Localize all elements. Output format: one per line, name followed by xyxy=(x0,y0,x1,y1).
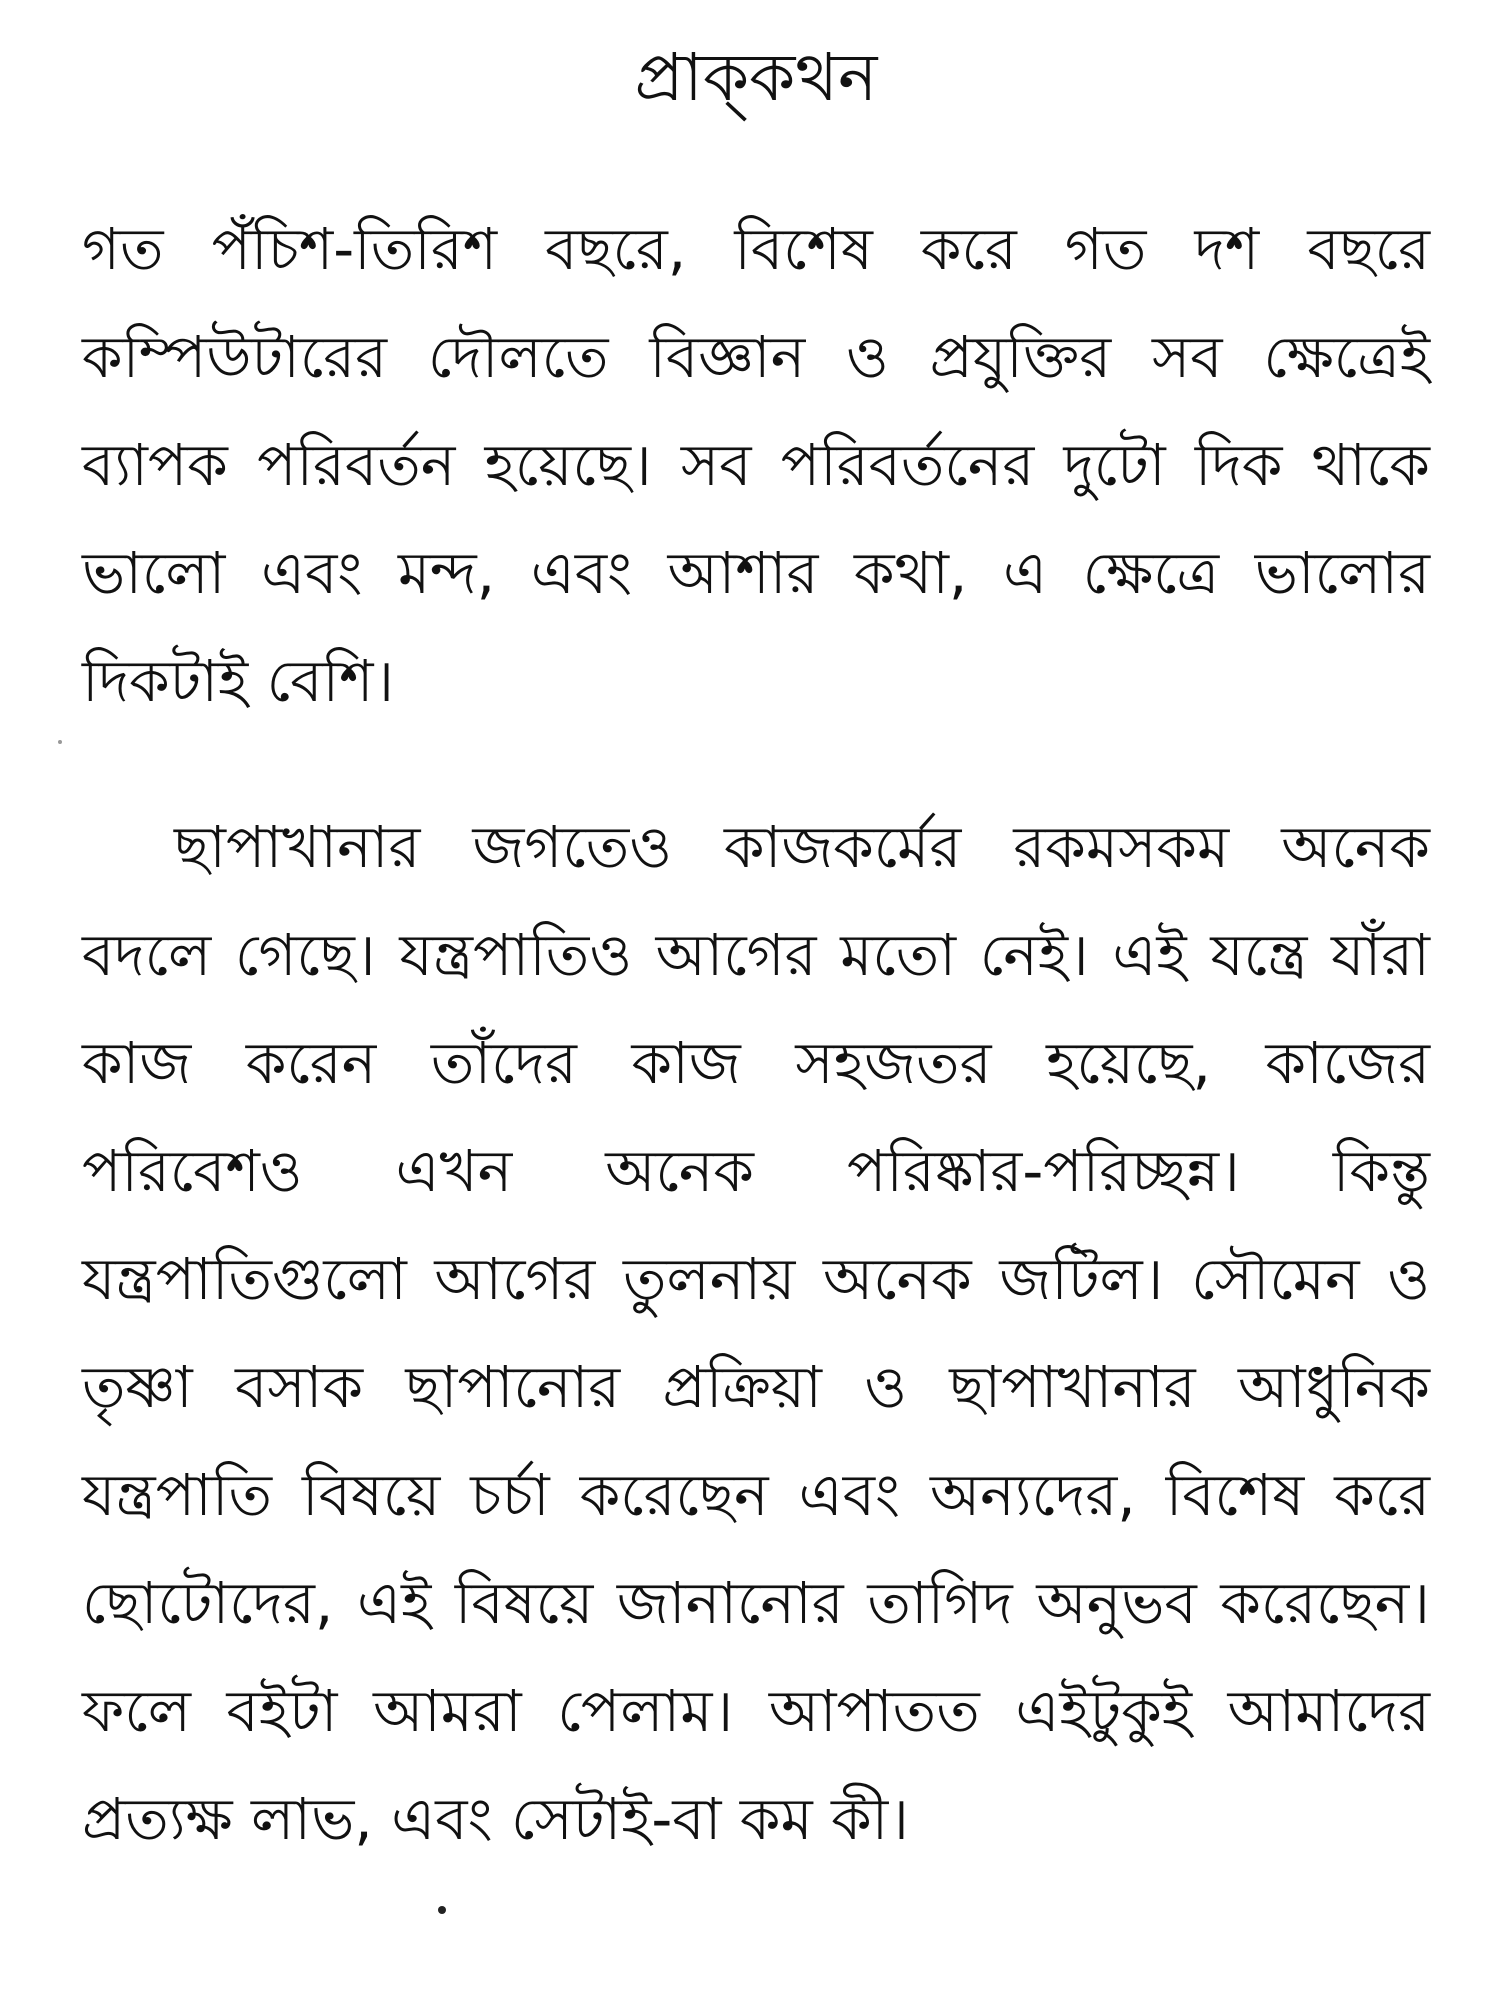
print-speck xyxy=(58,740,62,744)
paragraph-2: ছাপাখানার জগতেও কাজকর্মের রকমসকম অনেক বদলে গেছে। যন্ত্রপাতিও আগের মতো নেই। এই যন্ত্রে যাঁরা কাজ করেন তাঁদের কাজ সহজতর হয়েছে, কাজের পরিবেশও এখন অনেক পরিষ্কার-পরিচ্ছন্ন। কিন্তু যন্ত্রপাতিগুলো আগের তুলনায় অনেক জটিল। সৌমেন ও তৃষ্ণা বসাক ছাপানোর প্রক্রিয়া ও ছাপাখানার আধুনিক যন্ত্রপাতি বিষয়ে চর্চা করেছেন এবং অন্যদের, বিশেষ করে ছোটোদের, এই বিষয়ে জানানোর তাগিদ অনুভব করেছেন। ফলে বইটা আমরা পেলাম। আপাতত এইটুকুই আমাদের প্রত্যক্ষ লাভ, এবং সেটাই-বা কম কী। xyxy=(82,813,1430,1854)
page-title: প্রাক্‌কথন xyxy=(634,39,878,116)
paragraph-1: গত পঁচিশ-তিরিশ বছরে, বিশেষ করে গত দশ বছরে কম্পিউটারের দৌলতে বিজ্ঞান ও প্রযুক্তির সব ক্ষেত্রেই ব্যাপক পরিবর্তন হয়েছে। সব পরিবর্তনের দুটো দিক থাকে ভালো এবং মন্দ, এবং আশার কথা, এ ক্ষেত্রে ভালোর দিকটাই বেশি। xyxy=(82,215,1430,716)
ink-dot xyxy=(438,1906,446,1914)
